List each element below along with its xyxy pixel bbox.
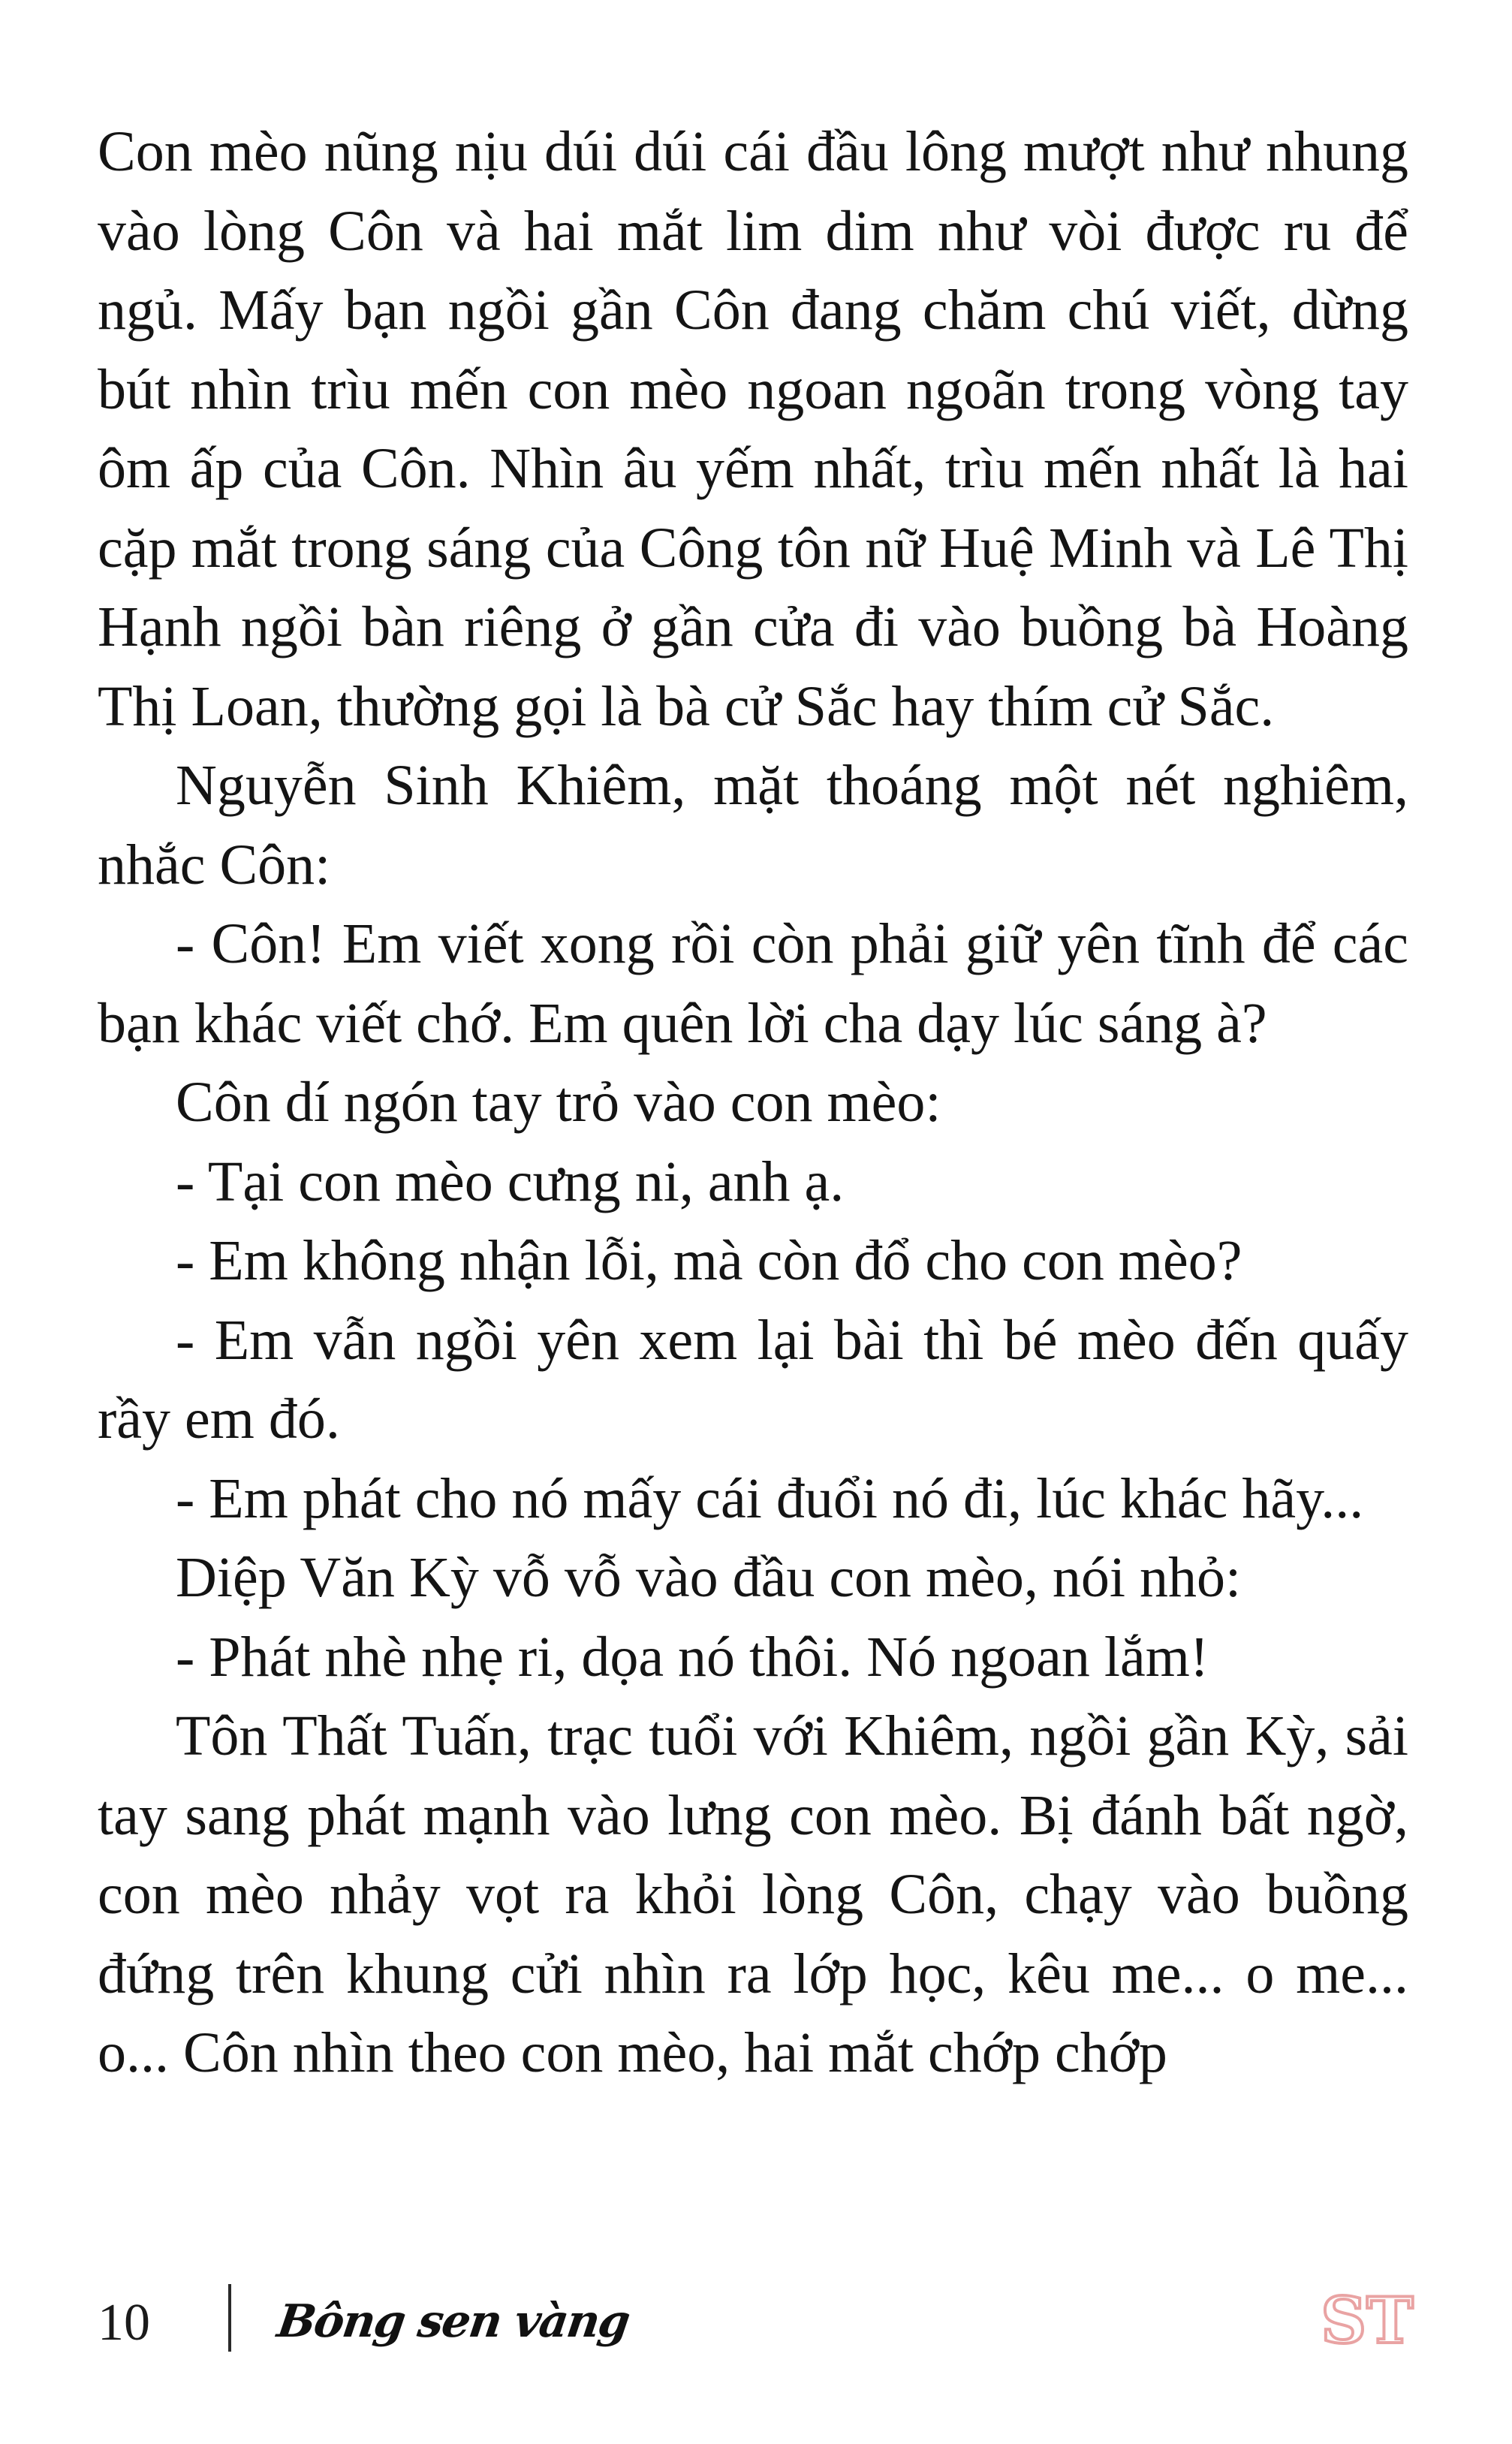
paragraph-11: Tôn Thất Tuấn, trạc tuổi với Khiêm, ngồi gần Kỳ, sải tay sang phát mạnh vào lưng con mèo. Bị đánh bất ngờ, con mèo nhảy vọt ra khỏi lòng Côn, chạy vào buồng đứng trên khung cửi nhìn ra lớp học, kêu me... o me... o... Côn nhìn theo con mèo, hai mắt chớp chớp	[98, 1704, 1408, 2084]
paragraph-5: - Tại con mèo cưng ni, anh ạ.	[176, 1150, 845, 1213]
paragraph-6: - Em không nhận lỗi, mà còn đổ cho con mèo?	[176, 1229, 1242, 1292]
paragraph-3: - Côn! Em viết xong rồi còn phải giữ yên tĩnh để các bạn khác viết chớ. Em quên lời cha dạy lúc sáng à?	[98, 912, 1408, 1055]
publisher-logo-text: ST	[1321, 2283, 1414, 2358]
footer-divider	[228, 2284, 231, 2352]
publisher-logo-icon	[1321, 2281, 1414, 2358]
body-text	[98, 113, 1408, 2093]
page-footer	[98, 2275, 1414, 2365]
paragraph-2: Nguyễn Sinh Khiêm, mặt thoáng một nét nghiêm, nhắc Côn:	[98, 754, 1408, 897]
paragraph-4: Côn dí ngón tay trỏ vào con mèo:	[176, 1071, 941, 1134]
paragraph-8: - Em phát cho nó mấy cái đuổi nó đi, lúc khác hãy...	[176, 1466, 1364, 1530]
page-number: 10	[98, 2294, 150, 2352]
paragraph-9: Diệp Văn Kỳ vỗ vỗ vào đầu con mèo, nói nhỏ:	[176, 1546, 1242, 1609]
paragraph-7: - Em vẫn ngồi yên xem lại bài thì bé mèo đến quấy rầy em đó.	[98, 1308, 1408, 1451]
paragraph-1: Con mèo nũng nịu dúi dúi cái đầu lông mượt như nhung vào lòng Côn và hai mắt lim dim như vòi được ru để ngủ. Mấy bạn ngồi gần Côn đang chăm chú viết, dừng bút nhìn trìu mến con mèo ngoan ngoãn trong vòng tay ôm ấp của Côn. Nhìn âu yếm nhất, trìu mến nhất là hai cặp mắt trong sáng của Công tôn nữ Huệ Minh và Lê Thị Hạnh ngồi bàn riêng ở gần cửa đi vào buồng bà Hoàng Thị Loan, thường gọi là bà cử Sắc hay thím cử Sắc.	[98, 120, 1408, 738]
series-title: Bông sen vàng	[274, 2295, 632, 2348]
paragraph-10: - Phát nhè nhẹ ri, dọa nó thôi. Nó ngoan lắm!	[176, 1625, 1209, 1689]
